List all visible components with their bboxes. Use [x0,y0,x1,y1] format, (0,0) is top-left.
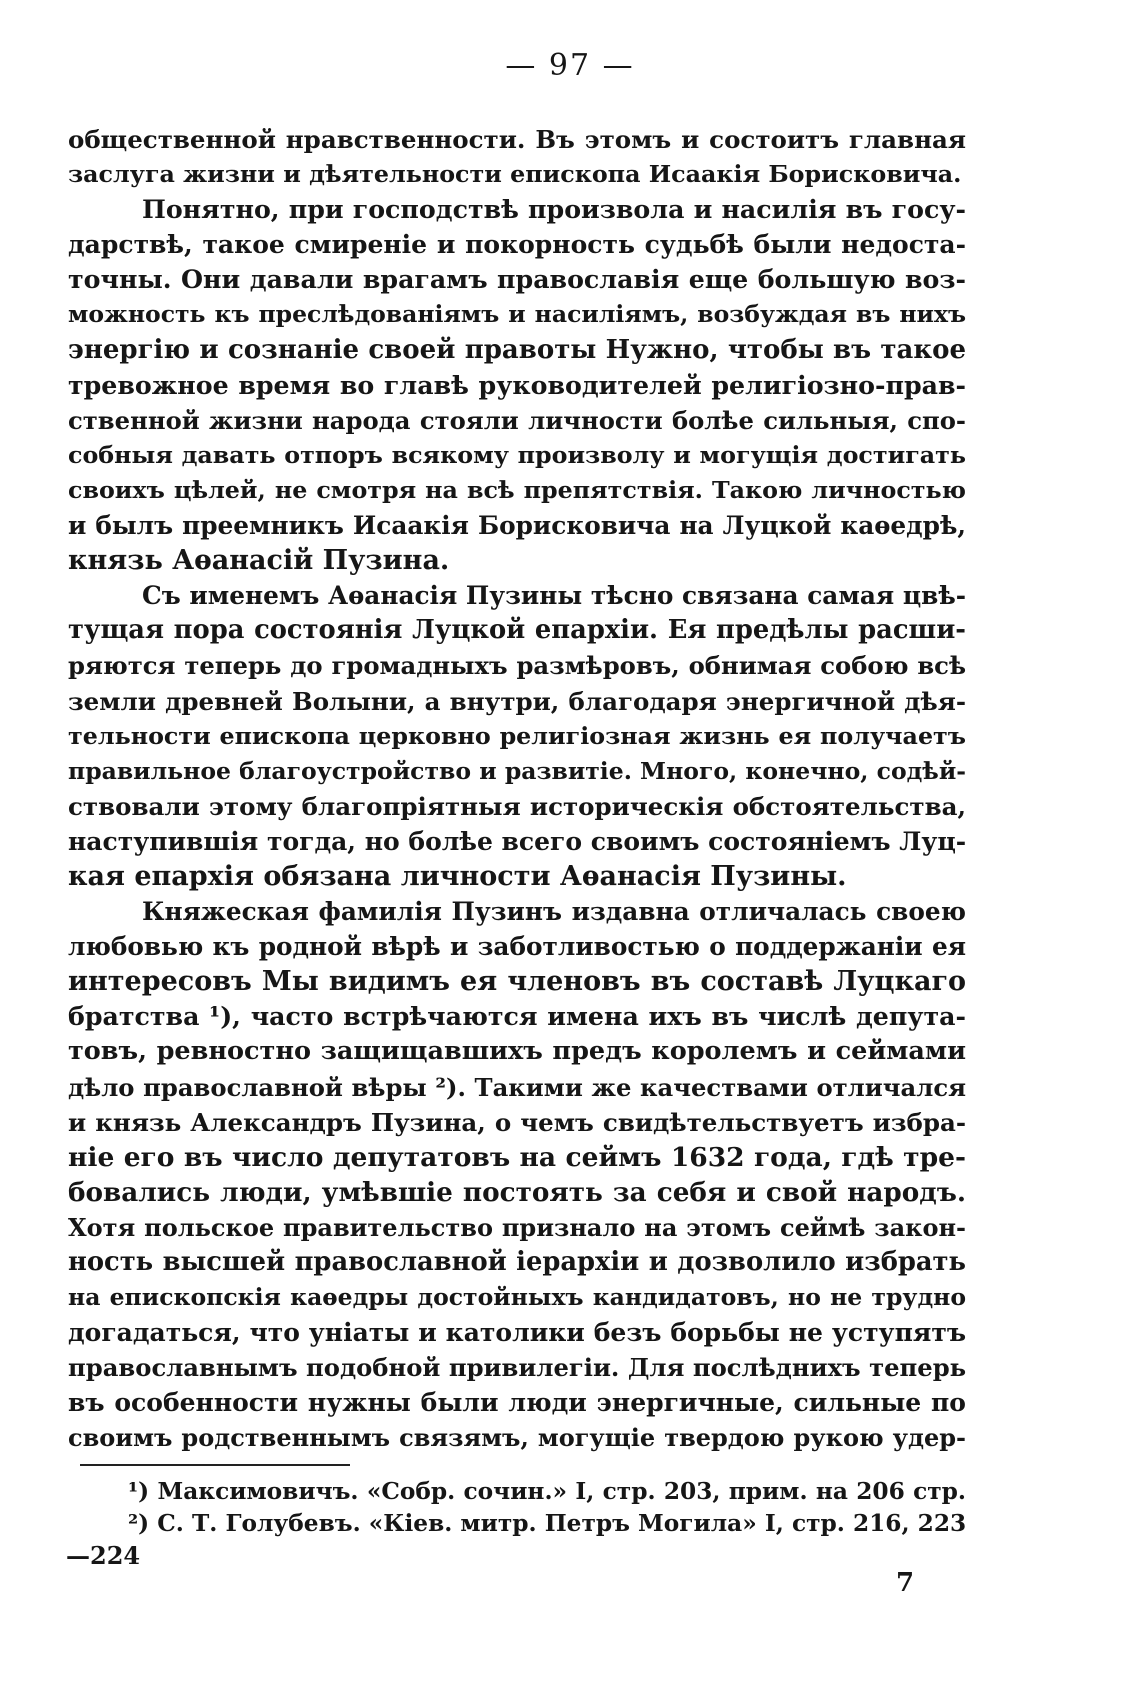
text-line: ность высшей православной іерархіи и дозволило избрать [68,1247,966,1277]
footnotes [66,1476,966,1572]
body-text [68,122,966,1456]
paragraph-start-line: Княжеская фамилія Пузинъ издавна отличалась своею [142,897,966,927]
text-line: своихъ цѣлей, не смотря на всѣ препятствія. Такою личностью [68,475,966,504]
text-line: ніе его въ число депутатовъ на сеймъ 1632 года, гдѣ тре- [68,1141,966,1173]
text-line: наступившія тогда, но болѣе всего своимъ состояніемъ Луц- [68,826,967,856]
text-line: дѣло православной вѣры ²). Такими же качествами отличался [68,1072,966,1102]
text-line: товъ, ревностно защищавшихъ предъ королемъ и сеймами [68,1036,966,1067]
text-line: ственной жизни народа стояли личности болѣе сильныя, спо- [68,405,966,435]
text-line: братства ¹), часто встрѣчаются имена ихъ въ числѣ депута- [68,1001,966,1032]
footnote-divider [80,1464,350,1466]
text-line: дарствѣ, такое смиреніе и покорность судьбѣ были недоста- [68,230,966,260]
text-line: своимъ родственнымъ связямъ, могущіе твердою рукою удер- [68,1423,966,1453]
text-line: любовью къ родной вѣрѣ и заботливостью о поддержаніи ея [68,932,966,962]
text-line: заслуга жизни и дѣятельности епископа Исаакія Борисковича. [68,160,962,189]
text-line: православнымъ подобной привилегіи. Для послѣднихъ теперь [68,1353,967,1383]
text-line: тревожное время во главѣ руководителей религіозно-прав- [68,369,966,400]
footnote-2: ²) С. Т. Голубевъ. «Кіев. митр. Петръ Могила» I, стр. 216, 223 [128,1510,967,1537]
text-line: ствовали этому благопріятныя историческія обстоятельства, [68,791,966,821]
text-line: догадаться, что уніаты и католики безъ борьбы не уступятъ [68,1318,966,1348]
text-line: собныя давать отпоръ всякому произволу и могущія достигать [68,440,966,469]
text-line: на епископскія каѳедры достойныхъ кандидатовъ, но не трудно [68,1283,966,1312]
text-line: бовались люди, умѣвшіе постоять за себя и свой народъ. [68,1176,966,1208]
text-line: въ особенности нужны были люди энергичные, сильные по [68,1388,966,1418]
paragraph-start-line: Съ именемъ Аѳанасія Пузины тѣсно связана самая цвѣ- [142,581,966,611]
printer-signature-mark: 7 [896,1568,915,1598]
text-line: можность къ преслѣдованіямъ и насиліямъ, возбуждая въ нихъ [68,300,966,329]
text-line: энергію и сознаніе своей правоты Нужно, чтобы въ такое [68,334,966,365]
text-line: и князь Александръ Пузина, о чемъ свидѣтельствуетъ избра- [68,1107,966,1137]
text-line: кая епархія обязана личности Аѳанасія Пузины. [68,860,847,892]
paragraph-start-line: Понятно, при господствѣ произвола и насилія въ госу- [142,194,966,225]
text-line: Хотя польское правительство признало на этомъ сеймѣ закон- [68,1212,966,1242]
text-line: ряются теперь до громадныхъ размѣровъ, обнимая собою всѣ [68,651,966,681]
text-line: земли древней Волыни, а внутри, благодаря энергичной дѣя- [68,686,966,716]
text-line: тельности епископа церковно религіозная жизнь ея получаетъ [68,721,966,750]
text-line: и былъ преемникъ Исаакія Борисковича на Луцкой каѳедрѣ, [68,511,966,541]
text-line: интересовъ Мы видимъ ея членовъ въ составѣ Луцкаго [68,966,966,998]
text-line: тущая пора состоянія Луцкой епархіи. Ея предѣлы расши- [68,615,966,646]
text-line: общественной нравственности. Въ этомъ и состоитъ главная [68,125,966,154]
footnote-2-continuation: —224 [66,1541,141,1570]
footnote-1: ¹) Максимовичъ. «Собр. сочин.» I, стр. 203, прим. на 206 стр. [128,1478,966,1505]
page-number: — 97 — [505,48,635,83]
text-line: князь Аѳанасій Пузина. [68,545,450,577]
text-line: правильное благоустройство и развитіе. Много, конечно, содѣй- [68,756,966,785]
text-line: точны. Они давали врагамъ православія еще большую воз- [68,264,966,295]
